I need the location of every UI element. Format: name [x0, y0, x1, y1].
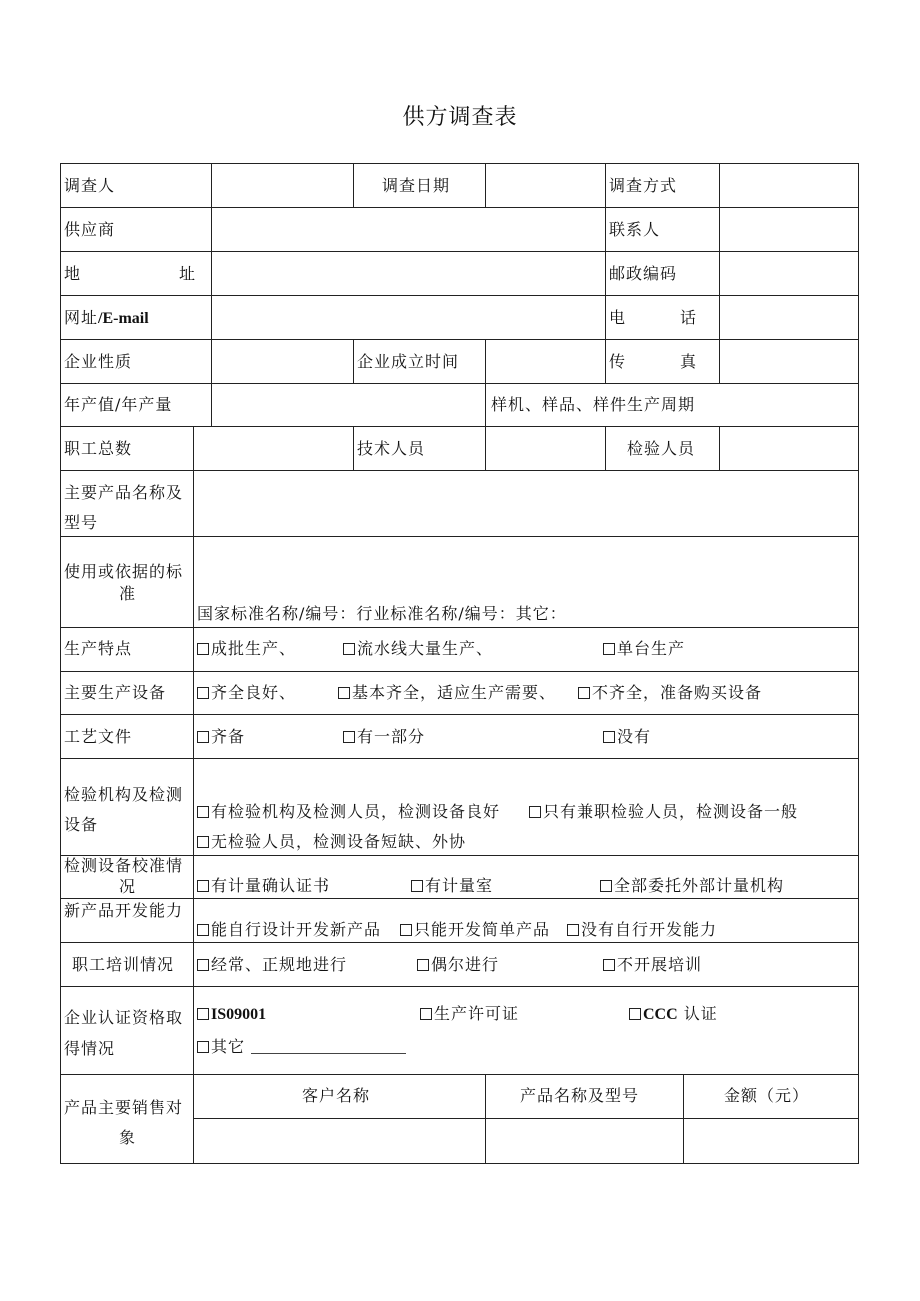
checkbox-icon[interactable] [567, 924, 579, 936]
process-docs-label: 工艺文件 [64, 727, 133, 746]
standard-text: 国家标准名称/编号：行业标准名称/编号：其它： [197, 604, 567, 623]
insp-opt-parttime[interactable]: 只有兼职检验人员，检测设备一般 [529, 801, 798, 823]
cert-opt-ccc[interactable]: CCC 认证 [629, 1003, 718, 1026]
dev-opt-self[interactable]: 能自行设计开发新产品 [197, 919, 381, 941]
calib-label-1: 检测设备校准情 [64, 856, 184, 875]
other-blank-line[interactable] [251, 1039, 406, 1054]
calib-opt-room[interactable]: 有计量室 [411, 875, 493, 897]
checkbox-icon[interactable] [197, 1008, 209, 1020]
checkbox-icon[interactable] [417, 959, 429, 971]
prod-opt-line[interactable]: 流水线大量生产、 [343, 638, 493, 660]
checkbox-icon[interactable] [197, 806, 209, 818]
equip-opt-lacking[interactable]: 不齐全，准备购买设备 [578, 682, 762, 704]
staff-label: 职工总数 [64, 439, 133, 458]
docs-opt-none[interactable]: 没有 [603, 726, 651, 748]
prod-opt-single[interactable]: 单台生产 [603, 638, 685, 660]
checkbox-icon[interactable] [603, 959, 615, 971]
checkbox-icon[interactable] [197, 959, 209, 971]
checkbox-icon[interactable] [400, 924, 412, 936]
equip-opt-good[interactable]: 齐全良好、 [197, 682, 296, 704]
fax-label: 传 真 [609, 352, 698, 371]
sales-header-customer: 客户名称 [302, 1086, 371, 1105]
cert-opt-license[interactable]: 生产许可证 [420, 1003, 519, 1025]
equip-opt-basic[interactable]: 基本齐全，适应生产需要、 [338, 682, 556, 704]
investigator-label: 调查人 [64, 176, 116, 195]
sales-header-amount: 金额（元） [724, 1086, 810, 1105]
checkbox-icon[interactable] [629, 1008, 641, 1020]
sales-label-2: 象 [119, 1128, 137, 1147]
insp-opt-full[interactable]: 有检验机构及检测人员，检测设备良好 [197, 801, 500, 823]
docs-opt-complete[interactable]: 齐备 [197, 726, 245, 748]
page-title: 供方调查表 [402, 105, 518, 130]
training-label: 职工培训情况 [72, 955, 175, 974]
checkbox-icon[interactable] [197, 731, 209, 743]
checkbox-icon[interactable] [529, 806, 541, 818]
survey-date-label: 调查日期 [382, 176, 451, 195]
cert-opt-iso[interactable]: IS09001 [197, 1003, 266, 1026]
output-label: 年产值/年产量 [64, 395, 173, 414]
checkbox-icon[interactable] [197, 687, 209, 699]
sales-header-product: 产品名称及型号 [520, 1086, 640, 1105]
checkbox-icon[interactable] [411, 880, 423, 892]
checkbox-icon[interactable] [578, 687, 590, 699]
standard-label-2: 准 [119, 584, 137, 603]
checkbox-icon[interactable] [197, 880, 209, 892]
inspection-label-2: 设备 [64, 815, 99, 834]
checkbox-icon[interactable] [343, 643, 355, 655]
survey-method-label: 调查方式 [609, 176, 678, 195]
dev-label: 新产品开发能力 [64, 901, 184, 920]
checkbox-icon[interactable] [197, 924, 209, 936]
contact-label: 联系人 [609, 220, 661, 239]
insp-opt-none[interactable]: 无检验人员，检测设备短缺、外协 [197, 831, 466, 853]
address-label: 地 址 [64, 264, 197, 283]
dev-opt-none[interactable]: 没有自行开发能力 [567, 919, 717, 941]
docs-opt-partial[interactable]: 有一部分 [343, 726, 425, 748]
dev-opt-simple[interactable]: 只能开发简单产品 [400, 919, 550, 941]
train-opt-regular[interactable]: 经常、正规地进行 [197, 954, 347, 976]
checkbox-icon[interactable] [338, 687, 350, 699]
checkbox-icon[interactable] [603, 731, 615, 743]
checkbox-icon[interactable] [197, 836, 209, 848]
train-opt-none[interactable]: 不开展培训 [603, 954, 702, 976]
founded-label: 企业成立时间 [357, 352, 460, 371]
nature-label: 企业性质 [64, 352, 133, 371]
equipment-label: 主要生产设备 [64, 683, 167, 702]
inspect-label: 检验人员 [627, 439, 696, 458]
phone-label: 电 话 [609, 308, 698, 327]
sales-label-1: 产品主要销售对 [64, 1098, 184, 1117]
cert-label-1: 企业认证资格取 [64, 1008, 184, 1027]
calib-label-2: 况 [119, 877, 137, 896]
products-label-1: 主要产品名称及 [64, 483, 184, 502]
checkbox-icon[interactable] [603, 643, 615, 655]
cert-label-2: 得情况 [64, 1039, 116, 1058]
inspection-label-1: 检验机构及检测 [64, 785, 184, 804]
cert-opt-other[interactable]: 其它 [197, 1036, 406, 1058]
checkbox-icon[interactable] [197, 643, 209, 655]
train-opt-occasional[interactable]: 偶尔进行 [417, 954, 499, 976]
supplier-label: 供应商 [64, 220, 116, 239]
cycle-label: 样机、样品、样件生产周期 [491, 395, 696, 414]
prod-feature-label: 生产特点 [64, 639, 133, 658]
calib-opt-external[interactable]: 全部委托外部计量机构 [600, 875, 784, 897]
checkbox-icon[interactable] [420, 1008, 432, 1020]
postcode-label: 邮政编码 [609, 264, 678, 283]
prod-opt-batch[interactable]: 成批生产、 [197, 638, 296, 660]
checkbox-icon[interactable] [600, 880, 612, 892]
tech-label: 技术人员 [357, 439, 426, 458]
checkbox-icon[interactable] [197, 1041, 209, 1053]
website-label: 网址/E-mail [64, 308, 149, 327]
standard-label-1: 使用或依据的标 [64, 562, 184, 581]
calib-opt-cert[interactable]: 有计量确认证书 [197, 875, 330, 897]
checkbox-icon[interactable] [343, 731, 355, 743]
products-label-2: 型号 [64, 513, 99, 532]
